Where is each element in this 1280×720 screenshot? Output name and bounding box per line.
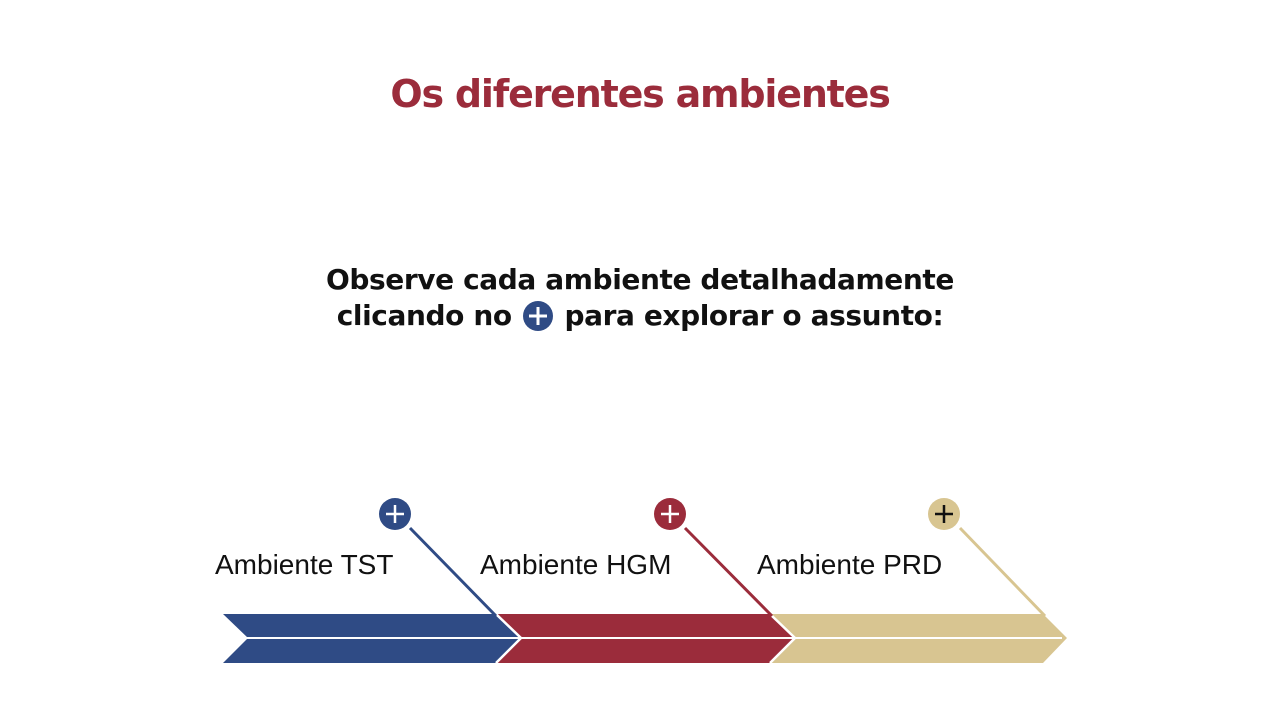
plus-button-prd[interactable]: [928, 498, 960, 530]
page-title: Os diferentes ambientes: [390, 72, 890, 116]
connector-line-prd: [960, 528, 1045, 616]
plus-button-hgm[interactable]: [654, 498, 686, 530]
instruction-line-1: Observe cada ambiente detalhadamente: [326, 263, 954, 296]
environment-label-hgm: Ambiente HGM: [480, 549, 672, 580]
instruction-line-2-after: para explorar o assunto:: [564, 299, 944, 332]
environment-label-tst: Ambiente TST: [215, 549, 394, 580]
plus-button-tst[interactable]: [379, 498, 411, 530]
environment-label-prd: Ambiente PRD: [757, 549, 943, 580]
instruction-line-2-before: clicando no: [336, 299, 512, 332]
